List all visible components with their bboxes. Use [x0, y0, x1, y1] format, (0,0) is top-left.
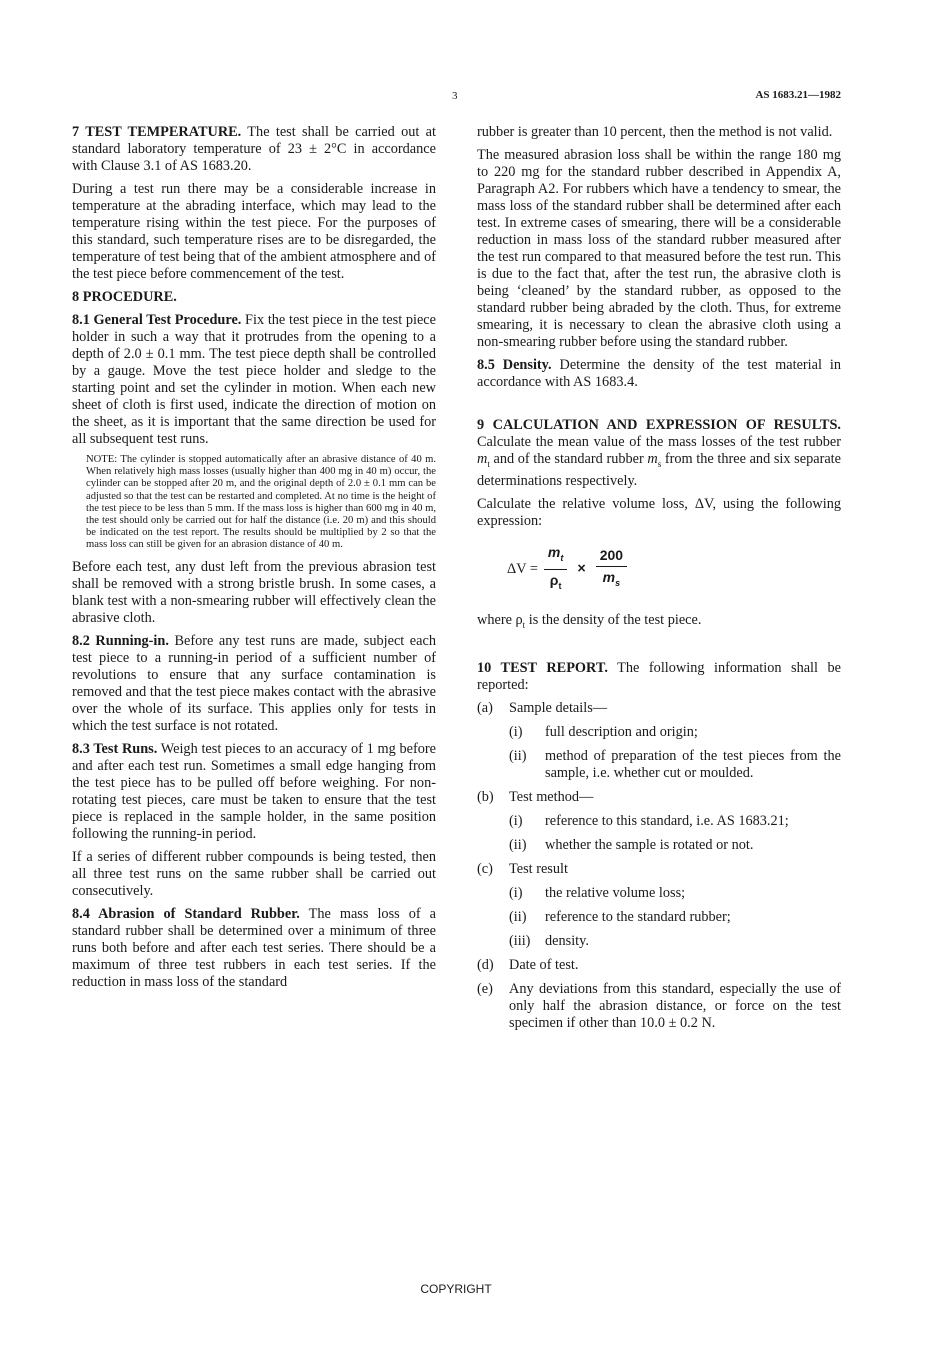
symbol-ms-sub: s — [657, 458, 662, 469]
section-8-3-paragraph-2: If a series of different rubber compounds is being tested, then all three test runs on the same rubber shall be carried out consecutively. — [72, 848, 436, 899]
list-item: (c) Test result — [477, 861, 568, 878]
section-10-text: The following information shall be reported: — [477, 660, 841, 694]
list-item: (a) Sample details— — [477, 700, 608, 717]
section-7-text: The test shall be carried out at standard laboratory temperature of 23 ± 2°C in accordance with Clause 3.1 of AS 1683.20. — [72, 124, 436, 174]
page-number: 3 — [452, 90, 458, 102]
fraction-1-denominator: $\rho_t$ — [549, 571, 562, 591]
section-7-heading: 7 TEST TEMPERATURE. — [72, 124, 242, 140]
section-8-1-heading: 8.1 General Test Procedure. — [72, 312, 242, 328]
fraction-1-numerator: $m_t$ — [544, 544, 567, 570]
list-item: (d) Date of test. — [477, 957, 579, 974]
list-item: (b) Test method— — [477, 789, 594, 806]
section-8-3 — [72, 741, 436, 843]
section-8-5-heading: 8.5 Density. — [477, 357, 552, 373]
volume-loss-formula — [507, 544, 841, 595]
section-9-paragraph-2: Calculate the relative volume loss, ΔV, using the following expression: — [477, 495, 841, 529]
section-9-text-b: and of the standard rubber — [489, 451, 648, 467]
symbol-mt-sub: t — [487, 458, 490, 469]
section-8-5-text: Determine the density of the test material in accordance with AS 1683.4. — [477, 357, 841, 390]
fraction-2-denominator: $m_s$ — [602, 568, 621, 588]
section-8-2-heading: 8.2 Running-in. — [72, 632, 169, 649]
list-subitem: (ii) method of preparation of the test pieces from the sample, i.e. whether cut or moulded. — [509, 748, 841, 782]
symbol-ms: m — [647, 451, 658, 467]
copyright-footer: COPYRIGHT — [420, 1282, 492, 1296]
section-7 — [72, 124, 436, 175]
document-code: AS 1683.21—1982 — [755, 89, 841, 101]
section-9-text-a: Calculate the mean value of the mass losses of the test rubber — [477, 434, 841, 450]
section-9-text-c: from the three and six separate determinations respectively. — [477, 451, 841, 489]
section-8-4-continued: rubber is greater than 10 percent, then the method is not valid. — [477, 124, 833, 140]
note: NOTE: The cylinder is stopped automatically after an abrasive distance of 40 m. When relatively high mass losses (usually higher than 400 mg in 40 m) occur, the cylinder can be stopped after 20 m, and the original depth of 2.0 ± 0.1 mm can be adjusted so that the test can be restarted and completed. At no time is the height of the test piece to be less than 5 mm. If the mass loss is higher than 600 mg in 40 m, the test should only be carried out for half the distance (i.e. 20 m) and this should be indicated on the test report. The results should be multiplied by 2 so that the mass loss can still be given for an abrasion distance of 40 m. — [86, 454, 436, 551]
multiply-sign: × — [577, 560, 586, 577]
section-8-3-heading: 8.3 Test Runs. — [72, 740, 158, 757]
right-column — [477, 124, 841, 1039]
section-8-5 — [477, 357, 841, 391]
section-8-4-paragraph-2: The measured abrasion loss shall be within the range 180 mg to 220 mg for the standard rubber described in Appendix A, Paragraph A2. For rubbers which have a tendency to smear, the mass loss of the standard rubber shall be determined after each test. In extreme cases of smearing, there will be a considerable reduction in mass loss of the standard rubber measured after the test run compared to that measured before the test run. This is due to the fact that, after the test run, the abrasive cloth is being ‘cleaned’ by the standard rubber, as opposed to the standard rubber being abraded by the cloth. Thus, for extreme smearing, it is necessary to clean the abrasive cloth using a non-smearing rubber before using the standard rubber. — [477, 147, 841, 350]
list-subitem: (iii) density. — [509, 933, 589, 950]
list-subitem: (ii) reference to the standard rubber; — [509, 909, 731, 926]
list-subitem: (i) full description and origin; — [509, 724, 698, 741]
list-subitem: (i) reference to this standard, i.e. AS 1683.21; — [509, 813, 789, 830]
section-9 — [477, 417, 841, 490]
formula-lhs: ΔV = — [507, 560, 538, 577]
section-10 — [477, 660, 841, 694]
symbol-mt: m — [477, 451, 488, 467]
section-8-2 — [72, 633, 436, 735]
report-list — [477, 700, 841, 1032]
fraction-standard — [596, 547, 627, 592]
formula-where-clause: where $\rho_t$ is the density of the test piece. — [477, 612, 702, 631]
section-8-1-text: Fix the test piece in the test piece holder in such a way that it protrudes from the opening to a depth of 2.0 ± 0.1 mm. The test piece depth shall be controlled by a gauge. Move the test piece holder and sledge to the starting point and set the cylinder in motion. When each new sheet of cloth is first used, indicate the direction of motion on the sheet, as it is important that the same direction be used for all subsequent test runs. — [72, 312, 437, 447]
fraction-2-numerator: 200 — [596, 547, 627, 567]
section-8-1-paragraph-2: Before each test, any dust left from the previous abrasion test shall be removed with a strong bristle brush. In some cases, a blank test with a non-smearing rubber will effectively clean the abrasive cloth. — [72, 558, 436, 626]
left-column — [72, 124, 436, 997]
section-8-1 — [72, 312, 436, 448]
list-subitem: (i) the relative volume loss; — [509, 885, 686, 902]
section-8-4-text: The mass loss of a standard rubber shall be determined over a minimum of three runs both before and after each test series. There should be a maximum of three test rubbers in each test series. If the reduction in mass loss of the standard — [72, 905, 436, 990]
section-8-2-text: Before any test runs are made, subject each test piece to a running-in period of a sufficient number of revolutions to ensure that any surface contamination is removed and that the test piece makes contact with the abrasive over the whole of its surface. This applies only for tests in which the test surface is not rotated. — [72, 632, 436, 734]
list-subitem: (ii) whether the sample is rotated or not. — [509, 837, 754, 854]
section-10-heading: 10 TEST REPORT. — [477, 660, 608, 677]
list-item: (e) Any deviations from this standard, especially the use of only half the abrasion distance, or force on the test specimen if other than 10.0 ± 0.2 N. — [477, 981, 841, 1032]
section-8-3-text: Weigh test pieces to an accuracy of 1 mg before and after each test run. Sometimes a small edge hanging from the test piece has to be pulled off before weighing. For non-rotating test pieces, care must be taken to ensure that the test piece is replaced in the sample holder, in the same position following the running-in period. — [72, 740, 436, 842]
section-8-4-heading: 8.4 Abrasion of Standard Rubber. — [72, 905, 300, 922]
fraction-mass-density — [544, 544, 567, 595]
section-9-heading: 9 CALCULATION AND EXPRESSION OF RESULTS. — [477, 417, 841, 433]
section-7-paragraph-2: During a test run there may be a considerable increase in temperature at the abrading interface, which may lead to the temperature rising within the test piece. For the purposes of this standard, such temperature rises are to be disregarded, the temperature of test being that of the ambient atmosphere and of the test piece before commencement of the test. — [72, 181, 436, 282]
section-8-4 — [72, 906, 436, 991]
section-8-heading: 8 PROCEDURE. — [72, 289, 177, 305]
